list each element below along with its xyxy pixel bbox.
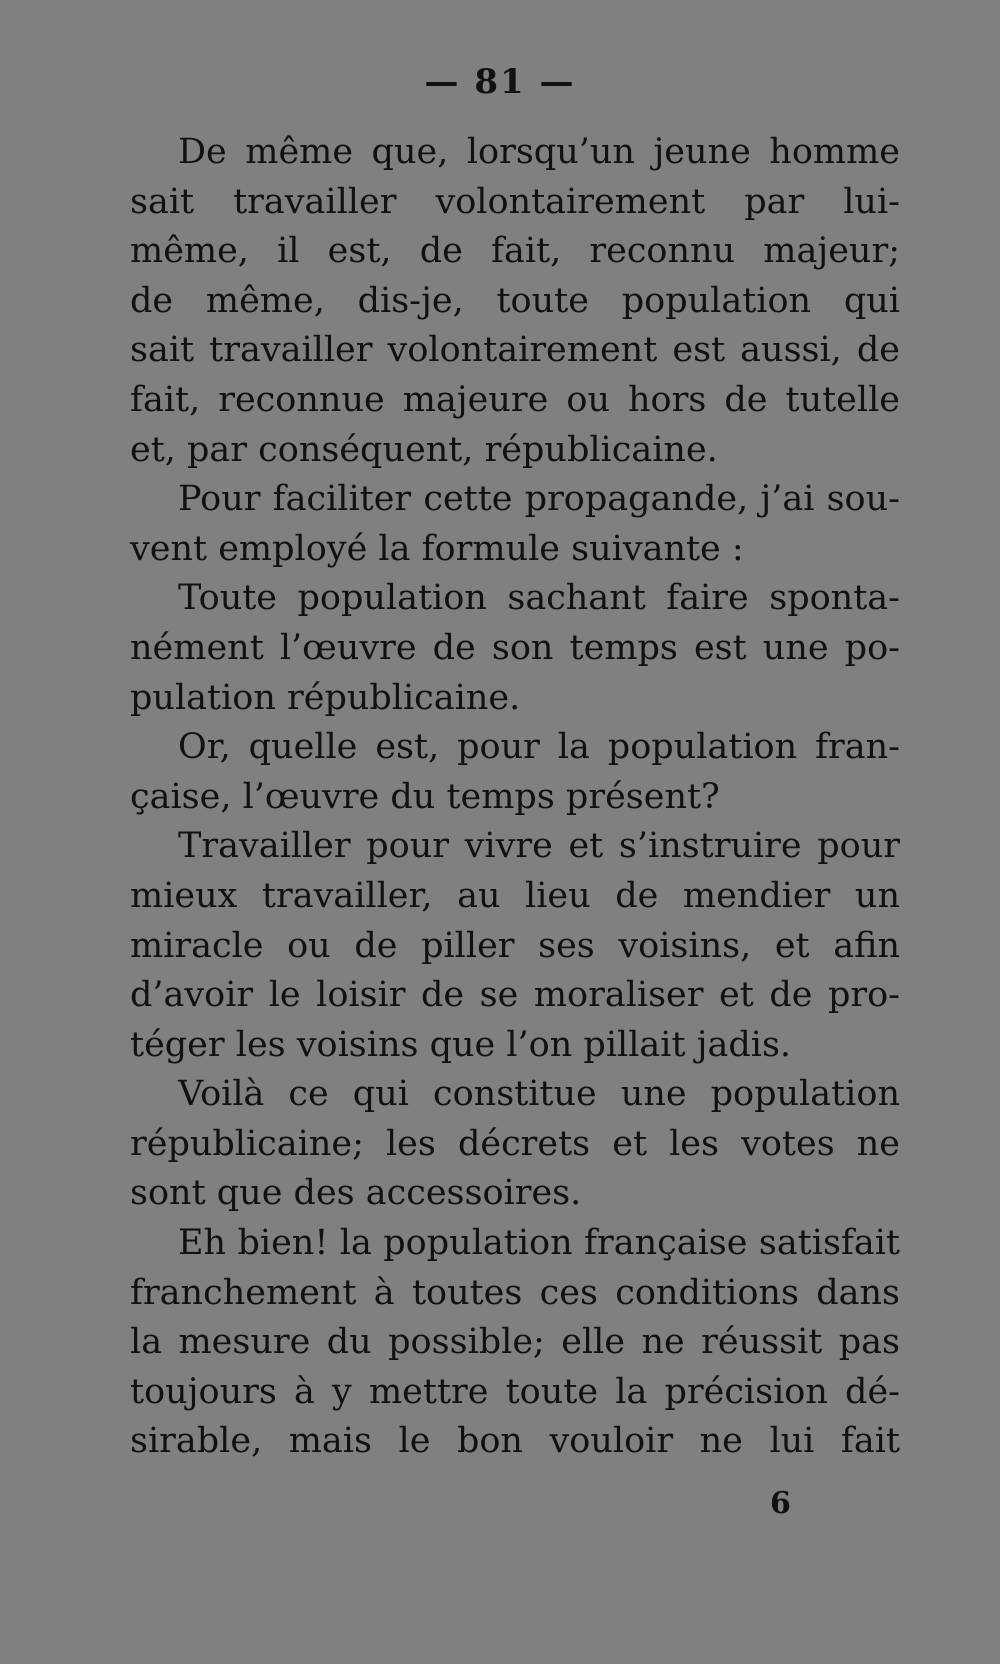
text-line: la mesure du possible; elle ne réussit pas <box>130 1322 900 1363</box>
text-line: Toute population sachant faire sponta- <box>178 578 900 619</box>
text-line: sirable, mais le bon vouloir ne lui fait <box>130 1421 900 1462</box>
text-line: çaise, l’œuvre du temps présent? <box>130 776 720 817</box>
text-line: pulation républicaine. <box>130 677 521 718</box>
text-line: républicaine; les décrets et les votes ne <box>130 1123 900 1164</box>
text-line: De même que, lorsqu’un jeune homme <box>178 132 900 172</box>
text-line: sait travailler volontairement est aussi, de <box>130 330 900 371</box>
text-line: fait, reconnue majeure ou hors de tutelle <box>130 379 900 420</box>
page-number: — 81 — <box>424 62 576 102</box>
text-line: mieux travailler, au lieu de mendier un <box>130 875 900 916</box>
text-line: sait travailler volontairement par lui- <box>130 181 900 222</box>
text-line: de même, dis-je, toute population qui <box>130 280 900 321</box>
text-line: Voilà ce qui constitue une population <box>178 1074 900 1115</box>
text-line: et, par conséquent, républicaine. <box>130 429 718 470</box>
text-line: téger les voisins que l’on pillait jadis. <box>130 1024 792 1065</box>
text-line: toujours à y mettre toute la précision dé- <box>130 1371 900 1412</box>
text-line: d’avoir le loisir de se moraliser et de pro- <box>130 975 900 1016</box>
text-line: vent employé la formule suivante : <box>130 528 744 569</box>
text-line: sont que des accessoires. <box>130 1173 582 1214</box>
text-line: Or, quelle est, pour la population fran- <box>178 727 900 768</box>
text-line: Travailler pour vivre et s’instruire pour <box>178 826 900 867</box>
signature-mark: 6 <box>770 1486 791 1521</box>
text-line: franchement à toutes ces conditions dans <box>130 1272 900 1313</box>
text-line: miracle ou de piller ses voisins, et afin <box>130 925 900 966</box>
text-line: Eh bien! la population française satisfait <box>178 1223 900 1264</box>
body-text <box>130 128 900 1467</box>
text-line: même, il est, de fait, reconnu majeur; <box>130 231 900 272</box>
text-line: nément l’œuvre de son temps est une po- <box>130 627 900 668</box>
text-line: Pour faciliter cette propagande, j’ai sou- <box>178 479 900 520</box>
